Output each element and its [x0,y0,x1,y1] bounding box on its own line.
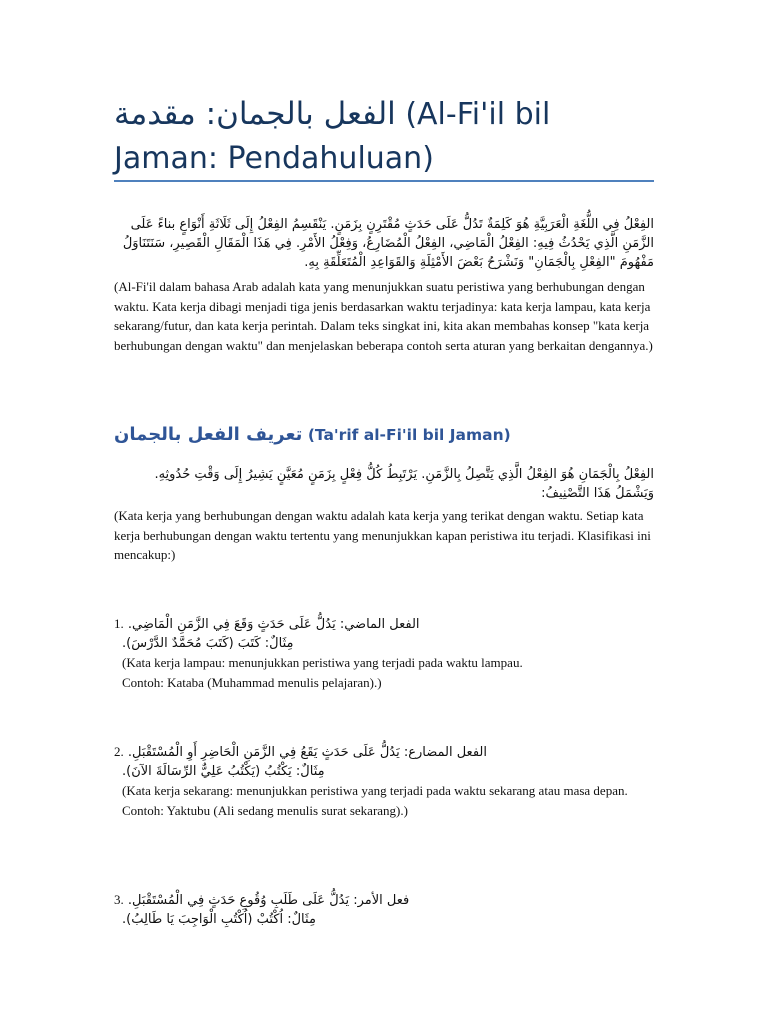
item-number: 3. [114,892,124,907]
item-example-latin: Contoh: Yaktubu (Ali sedang menulis surat sekarang).) [122,802,408,818]
section-arabic-paragraph: الفِعْلُ بِالْجَمَانِ هُوَ الفِعْلُ الَّذِي يَتَّصِلُ بِالزَّمَنِ. يَرْتَبِطُ كُلُّ فِعْلٍ بِزَمَنٍ مُعَيَّنٍ يَشِيرُ إِلَى وَقْتِ حُدُوثِهِ. وَيَشْمَلُ هَذَا التَّصْنِيفُ: [154,467,654,501]
list-item-past-verb [114,614,654,692]
section-heading-arabic: تعريف الفعل بالجمان [114,424,303,445]
item-translation-text: (Kata kerja sekarang: menunjukkan peristiwa yang terjadi pada waktu sekarang atau masa depan. [122,783,628,798]
title-underline [114,180,654,182]
item-definition-line [114,614,654,634]
section-heading [114,423,654,447]
item-definition: الفعل المضارع: يَدُلُّ عَلَى حَدَثٍ يَقَعُ فِي الزَّمَنِ الْحَاضِرِ أَوِ الْمُسْتَقْبَلِ. [127,745,487,760]
item-definition-line [114,742,654,762]
section-latin-paragraph: (Kata kerja yang berhubungan dengan waktu adalah kata kerja yang terikat dengan waktu. Setiap kata kerja berhubungan dengan waktu tertentu yang menunjukkan kapan peristiwa itu terjadi. Klasifikasi ini mencakup:) [114,508,651,562]
item-example: مِثَالٌ: اُكْتُبْ (اُكْتُبِ الْوَاجِبَ يَا طَالِبُ). [122,912,316,927]
title-arabic: الفعل بالجمان: مقدمة [114,96,396,132]
item-translation [114,781,654,820]
item-translation-text: (Kata kerja lampau: menunjukkan peristiwa yang terjadi pada waktu lampau. [122,655,523,670]
title-latin: (Al-Fi'il bil Jaman: Pendahuluan) [114,97,551,176]
item-number: 2. [114,744,124,759]
list-item-imperative-verb [114,890,654,929]
item-example: مِثَالٌ: كَتَبَ (كَتَبَ مُحَمَّدٌ الدَّرْسَ). [122,636,294,651]
item-example: مِثَالٌ: يَكْتُبُ (يَكْتُبُ عَلِيٌّ الرِّسَالَةَ الآنَ). [122,764,325,779]
item-example-latin: Contoh: Kataba (Muhammad menulis pelajaran).) [122,674,382,690]
page-title [114,92,654,181]
item-translation [114,653,654,692]
section-heading-latin: (Ta'rif al-Fi'il bil Jaman) [307,426,511,444]
intro-latin-paragraph: (Al-Fi'il dalam bahasa Arab adalah kata yang menunjukkan suatu peristiwa yang berhubungan dengan waktu. Kata kerja dibagi menjadi tiga jenis berdasarkan waktu terjadinya: kata kerja lampau, kata kerja sekarang/futur, dan kata kerja perintah. Dalam teks singkat ini, kita akan membahas konsep "kata kerja berhubungan dengan waktu" dan menjelaskan beberapa contoh serta aturan yang berkaitan dengannya.) [114,279,653,353]
item-definition-line [114,890,654,910]
list-item-present-verb [114,742,654,820]
intro-arabic-paragraph: الفِعْلُ فِي اللُّغَةِ الْعَرَبِيَّةِ هُوَ كَلِمَةٌ تَدُلُّ عَلَى حَدَثٍ مُقْتَرِنٍ بِزَمَنٍ. يَنْقَسِمُ الفِعْلُ إِلَى ثَلَاثَةِ أَنْوَاعٍ بناءً عَلَى الزَّمَنِ الَّذِي يَحْدُثُ فِيهِ: الفِعْلُ الْمَاضِي، الفِعْلُ الْمُضَارِعُ، وَفِعْلُ الأَمْرِ. فِي هَذَا الْمَقَالِ الْقَصِيرِ، سَنَتَنَاوَلُ مَفْهُومَ "الفِعْلِ بِالْجَمَانِ" وَنَشْرَحُ بَعْضَ الأَمْثِلَةِ وَالقَوَاعِدِ الْمُتَعَلِّقَةِ بِهِ. [122,217,654,270]
item-definition: فعل الأمر: يَدُلُّ عَلَى طَلَبِ وُقُوعِ حَدَثٍ فِي الْمُسْتَقْبَلِ. [127,893,410,908]
item-number: 1. [114,616,124,631]
item-definition: الفعل الماضي: يَدُلُّ عَلَى حَدَثٍ وَقَعَ فِي الزَّمَنِ الْمَاضِي. [127,617,420,632]
